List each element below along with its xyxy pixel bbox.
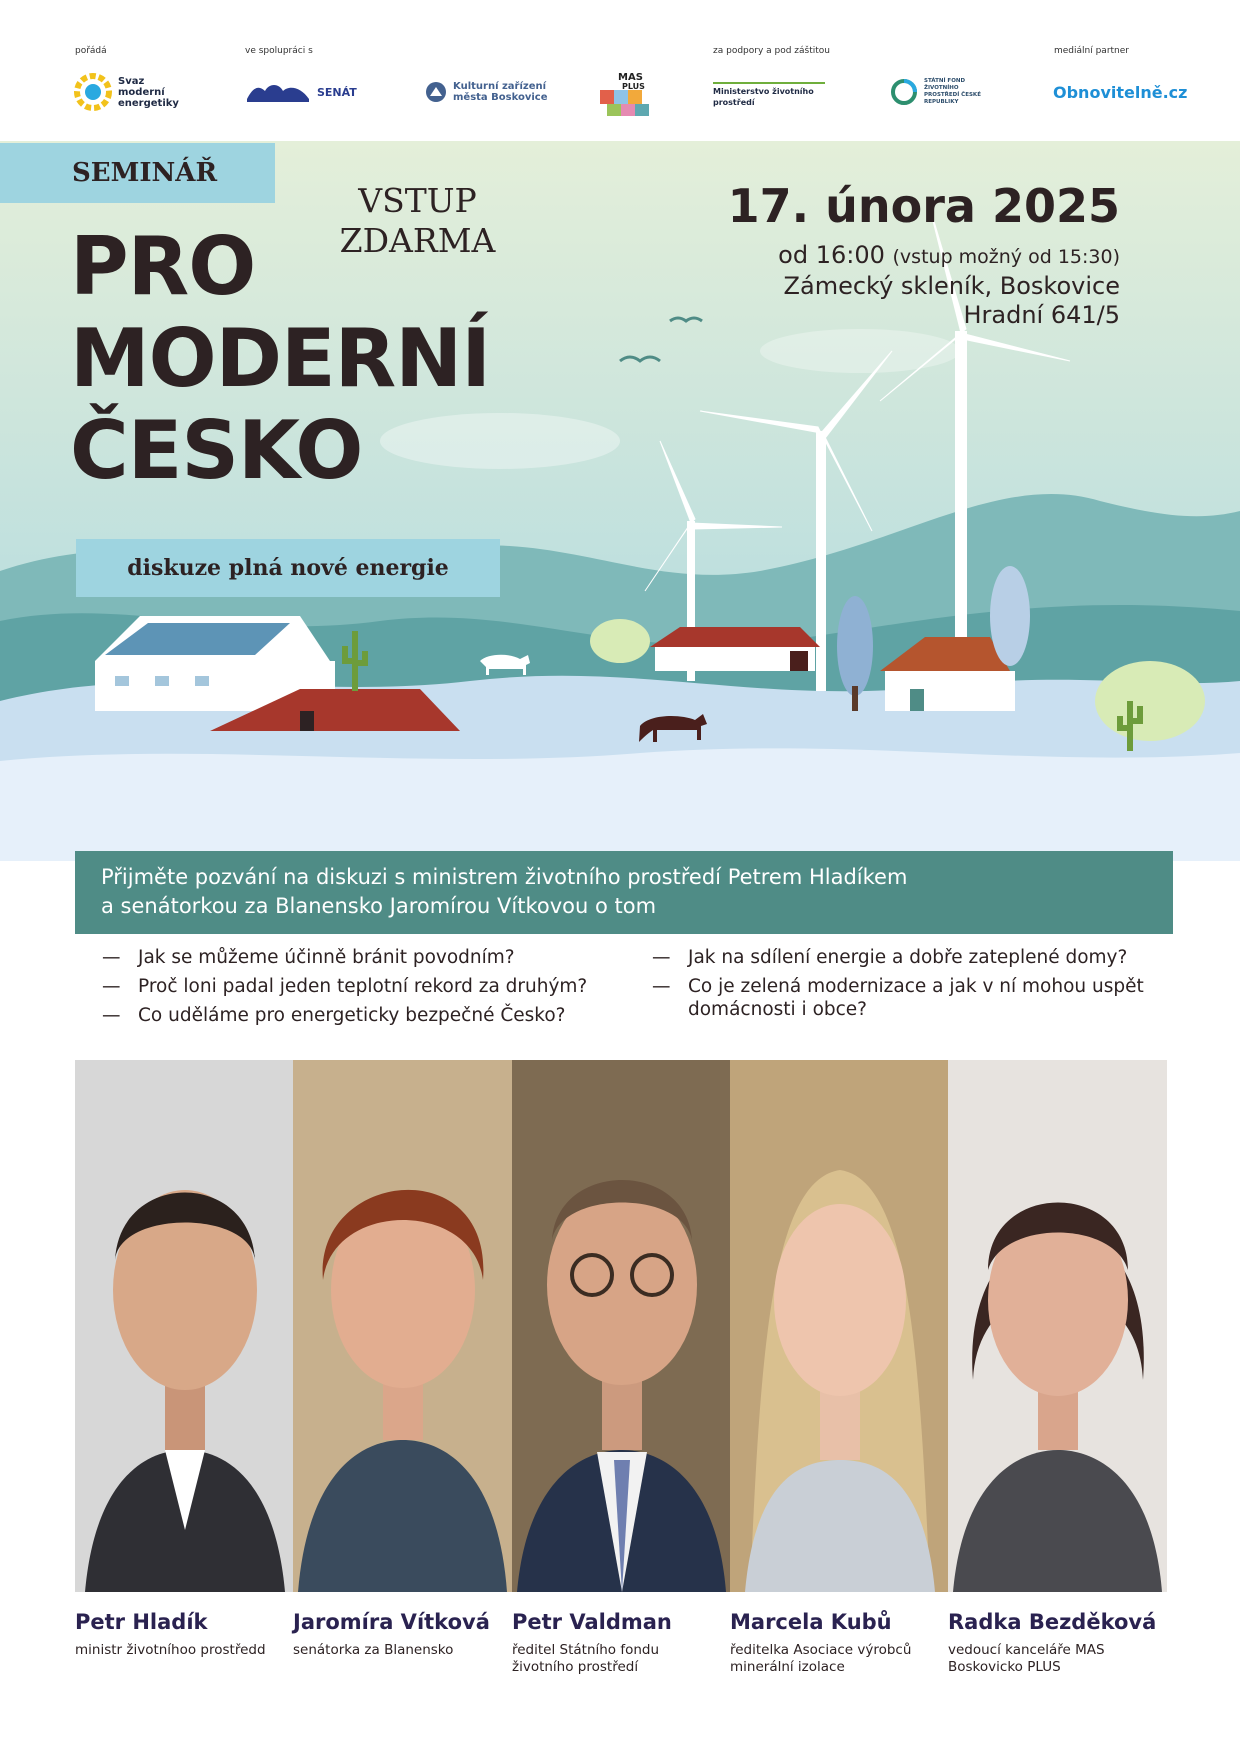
question-text: Jak na sdílení energie a dobře zateplené domy?	[688, 947, 1128, 968]
dash-icon: —	[102, 976, 121, 997]
speaker-photo-vitkova	[293, 1060, 512, 1592]
question-text: Co je zelená modernizace a jak v ní mohou uspět domácnosti i obce?	[688, 976, 1144, 1020]
bush	[1095, 661, 1205, 741]
senat-logo-text: SENÁT	[317, 85, 357, 99]
bird	[670, 318, 702, 321]
senat-lion-icon	[245, 79, 311, 105]
dash-icon: —	[102, 947, 121, 968]
mas-plus-logo	[598, 68, 654, 118]
event-address: Hradní 641/5	[963, 301, 1120, 329]
sfzp-logo	[890, 72, 994, 112]
bush	[590, 619, 650, 663]
speaker-role: ředitel Státního fondu životního prostředí	[512, 1642, 660, 1675]
question-text: Co uděláme pro energeticky bezpečné Česko?	[138, 1005, 566, 1026]
questions-right	[652, 946, 1162, 1027]
speaker-name: Radka Bezděková	[948, 1610, 1157, 1634]
speaker-name: Petr Valdman	[512, 1610, 672, 1634]
speaker-photo-hladik	[75, 1060, 294, 1592]
ministerstvo-logo	[713, 82, 825, 108]
question-item	[102, 1004, 622, 1027]
tree-trunk	[852, 686, 858, 711]
organizer-label: pořádá	[75, 46, 107, 56]
event-title	[70, 221, 490, 497]
speaker-role: senátorka za Blanensko	[293, 1642, 454, 1658]
snow-field-front	[0, 748, 1240, 861]
kulturni-logo-text: Kulturní zařízení města Boskovice	[453, 81, 548, 103]
free-entry-line1: VSTUP	[358, 181, 477, 220]
speaker-photo-bezdekova	[948, 1060, 1167, 1592]
speaker-name: Marcela Kubů	[730, 1610, 892, 1634]
tree	[990, 566, 1030, 666]
invitation-bar	[75, 851, 1173, 934]
plus-mark: PLUS	[622, 82, 645, 91]
svaz-emblem-icon	[74, 73, 112, 111]
cloud	[760, 329, 960, 373]
svaz-logo-text: Svaz moderní energetiky	[118, 75, 179, 109]
sfzp-emblem-icon	[890, 78, 918, 106]
ministerstvo-logo-text: Ministerstvo životního prostředí	[713, 87, 814, 107]
media-partner-label: mediální partner	[1054, 46, 1129, 56]
question-text: Proč loni padal jeden teplotní rekord za druhým?	[138, 976, 588, 997]
free-entry-line2: ZDARMA	[339, 221, 496, 260]
speaker-name: Jaromíra Vítková	[293, 1610, 490, 1634]
event-subtitle: diskuze plná nové energie	[76, 539, 500, 597]
kulturni-zarizeni-logo	[425, 72, 553, 112]
support-label: za podpory a pod záštitou	[713, 46, 831, 56]
speaker-role: ředitelka Asociace výrobců minerální izolace	[730, 1642, 912, 1675]
speaker-role: vedoucí kanceláře MAS Boskovicko PLUS	[948, 1642, 1105, 1675]
mas-mark: MAS	[618, 72, 643, 83]
svaz-moderni-energetiky-logo	[74, 72, 193, 112]
kulturni-emblem-icon	[425, 81, 447, 103]
event-venue: Zámecký skleník, Boskovice	[783, 272, 1120, 300]
title-line-3: ČESKO	[70, 404, 363, 497]
event-date: 17. února 2025	[727, 179, 1120, 233]
obnovitelne-logo-text: Obnovitelně.cz	[1053, 82, 1188, 102]
obnovitelne-logo	[1053, 72, 1187, 112]
title-line-2: MODERNÍ	[70, 312, 490, 405]
question-item	[102, 975, 622, 998]
question-text: Jak se můžeme účinně bránit povodním?	[138, 947, 515, 968]
title-line-1: PRO	[70, 220, 256, 313]
question-item	[102, 946, 622, 969]
dash-icon: —	[652, 976, 671, 997]
speaker-photo-kubu	[730, 1060, 949, 1592]
ministerstvo-line	[713, 82, 825, 84]
sfzp-logo-text: STÁTNÍ FOND ŽIVOTNÍHO PROSTŘEDÍ ČESKÉ REPUBLIKY	[924, 78, 981, 105]
invitation-line-1: Přijměte pozvání na diskuzi s ministrem životního prostředí Petrem Hladíkem	[101, 865, 908, 889]
speaker-photo-valdman	[512, 1060, 731, 1592]
question-item	[652, 975, 1162, 1021]
question-item	[652, 946, 1162, 969]
cooperation-label: ve spolupráci s	[245, 46, 313, 56]
entry-note: (vstup možný od 15:30)	[892, 246, 1120, 268]
event-time: od 16:00	[778, 241, 885, 269]
bird	[620, 357, 660, 361]
dash-icon: —	[652, 947, 671, 968]
speaker-name: Petr Hladík	[75, 1610, 208, 1634]
seminar-tag: SEMINÁŘ	[0, 143, 275, 203]
event-time-line	[778, 241, 1120, 269]
invitation-line-2: a senátorkou za Blanensko Jaromírou Vítkovou o tom	[101, 894, 657, 918]
dash-icon: —	[102, 1005, 121, 1026]
speaker-role: ministr životníhoo prostředd	[75, 1642, 266, 1658]
mas-puzzle-icon	[598, 68, 654, 118]
hero-banner	[0, 141, 1240, 861]
farm-barn-right	[650, 627, 820, 671]
senat-logo	[245, 72, 357, 112]
questions-left	[102, 946, 622, 1033]
tree	[837, 596, 873, 696]
